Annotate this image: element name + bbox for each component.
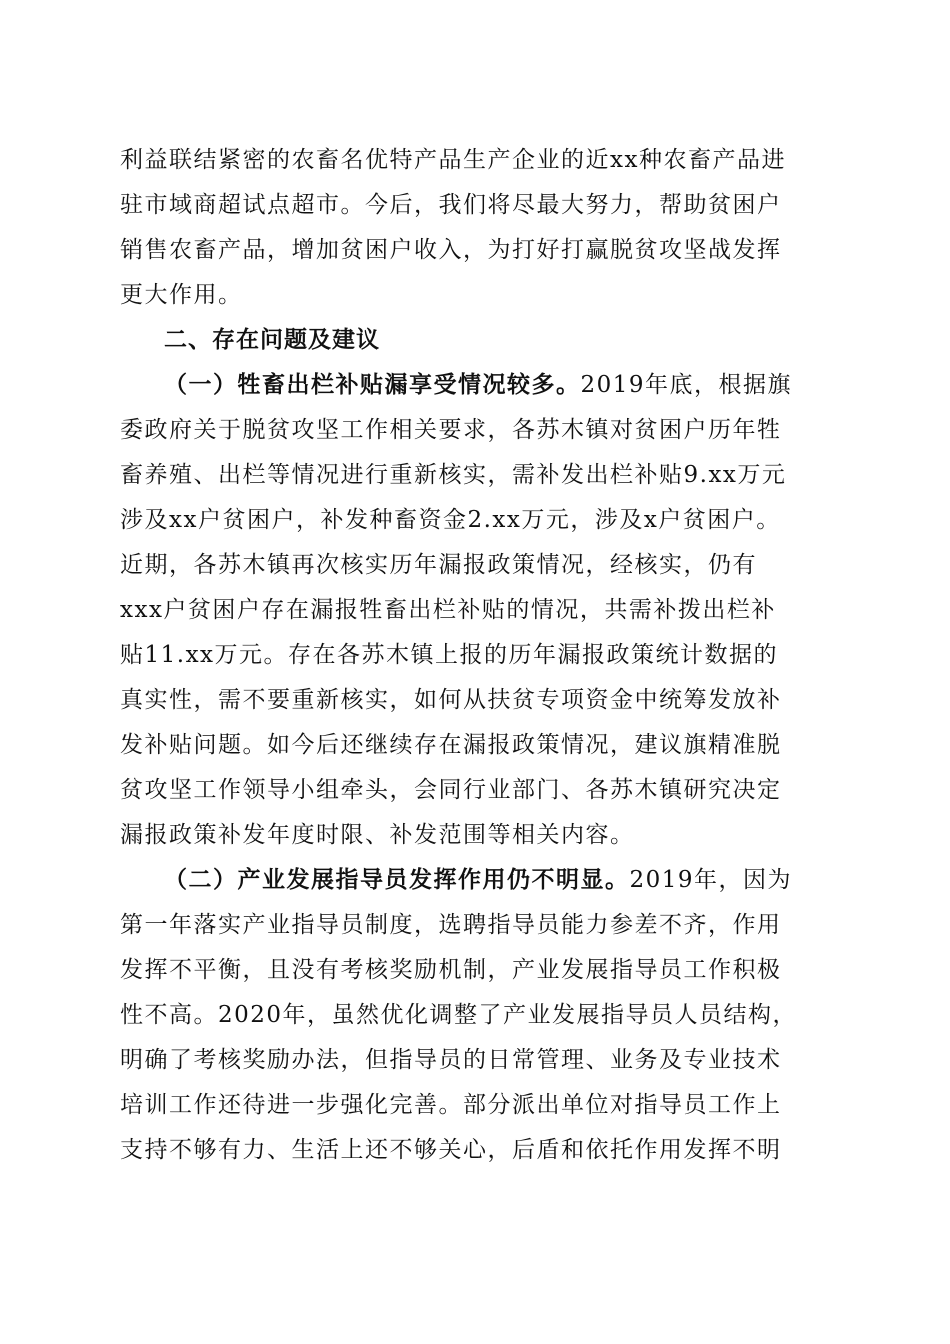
- paragraph-line: 销售农畜产品，增加贫困户收入，为打好打赢脱贫攻坚战发挥: [120, 237, 782, 263]
- paragraph-line: 贴11.xx万元。存在各苏木镇上报的历年漏报政策统计数据的: [120, 642, 779, 668]
- paragraph-line: 培训工作还待进一步强化完善。部分派出单位对指导员工作上: [120, 1092, 782, 1118]
- paragraph-line: 委政府关于脱贫攻坚工作相关要求，各苏木镇对贫困户历年牲: [120, 417, 782, 443]
- item2-first-rest: 2019年，因为: [629, 867, 793, 893]
- item1-first-rest: 2019年底，根据旗: [580, 372, 793, 398]
- paragraph-line: 发挥不平衡，且没有考核奖励机制，产业发展指导员工作积极: [120, 957, 782, 983]
- paragraph-line: 发补贴问题。如今后还继续存在漏报政策情况，建议旗精准脱: [120, 732, 782, 758]
- item1-lead: （一）牲畜出栏补贴漏享受情况较多。: [164, 372, 581, 398]
- paragraph-line: 真实性，需不要重新核实，如何从扶贫专项资金中统筹发放补: [120, 687, 782, 713]
- paragraph-line: 性不高。2020年，虽然优化调整了产业发展指导员人员结构，: [120, 1002, 798, 1028]
- paragraph-line: 近期，各苏木镇再次核实历年漏报政策情况，经核实，仍有: [120, 552, 757, 578]
- paragraph-line: xxx户贫困户存在漏报牲畜出栏补贴的情况，共需补拨出栏补: [120, 597, 776, 623]
- paragraph-line: 驻市域商超试点超市。今后，我们将尽最大努力，帮助贫困户: [120, 192, 782, 218]
- section-heading: 二、存在问题及建议: [164, 327, 380, 353]
- item2-first-line: [164, 857, 830, 903]
- paragraph-line: 利益联结紧密的农畜名优特产品生产企业的近xx种农畜产品进: [120, 147, 786, 173]
- paragraph-line: 贫攻坚工作领导小组牵头，会同行业部门、各苏木镇研究决定: [120, 777, 782, 803]
- paragraph-line: 畜养殖、出栏等情况进行重新核实，需补发出栏补贴9.xx万元: [120, 462, 787, 488]
- item2-lead: （二）产业发展指导员发挥作用仍不明显。: [164, 867, 630, 893]
- paragraph-line: 漏报政策补发年度时限、补发范围等相关内容。: [120, 822, 635, 848]
- item1-first-line: [164, 362, 830, 408]
- paragraph-line: 更大作用。: [120, 282, 243, 308]
- paragraph-line: 第一年落实产业指导员制度，选聘指导员能力参差不齐，作用: [120, 912, 782, 938]
- paragraph-line: 支持不够有力、生活上还不够关心，后盾和依托作用发挥不明: [120, 1137, 782, 1163]
- paragraph-line: 明确了考核奖励办法，但指导员的日常管理、业务及专业技术: [120, 1047, 782, 1073]
- paragraph-line: 涉及xx户贫困户，补发种畜资金2.xx万元，涉及x户贫困户。: [120, 507, 781, 533]
